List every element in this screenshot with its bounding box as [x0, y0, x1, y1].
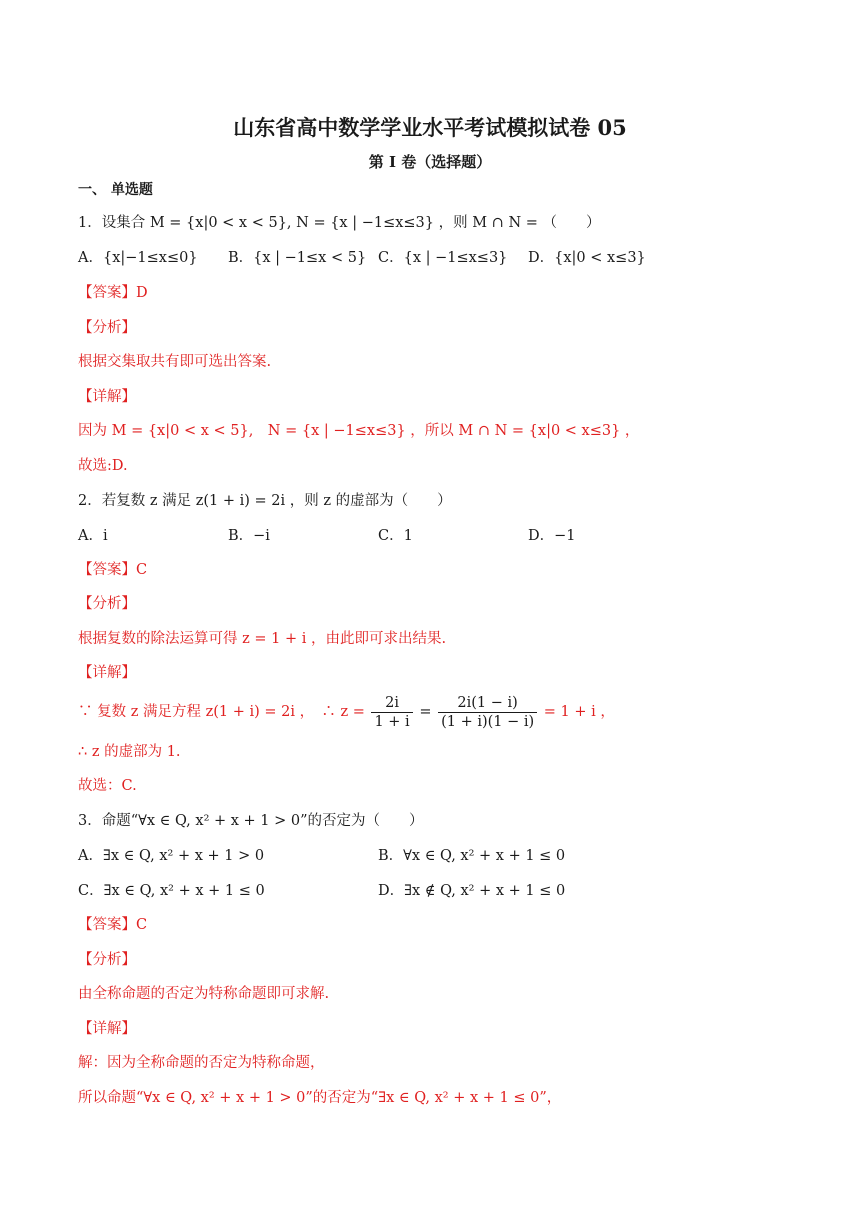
q1-answer: 【答案】D: [78, 285, 148, 301]
q2-detail-heading: 【详解】: [78, 665, 136, 681]
q1-option-d: D．{x|0 < x≤3}: [528, 250, 646, 266]
q3-detail-heading: 【详解】: [78, 1021, 136, 1037]
fraction-2: [438, 695, 537, 730]
q3-option-a: A．∃x ∈ Q, x² + x + 1 > 0: [78, 848, 265, 864]
q3-analysis-heading: 【分析】: [78, 952, 136, 968]
q2-analysis: 根据复数的除法运算可得 z = 1 + i ，由此即可求出结果.: [78, 631, 447, 647]
q1-option-c: C．{x | −1≤x≤3}: [378, 250, 508, 266]
page-subtitle: 第 I 卷（选择题）: [368, 153, 492, 171]
question-2-stem: 2．若复数 z 满足 z(1 + i) = 2i ，则 z 的虚部为（ ）: [78, 493, 452, 509]
q1-conclusion: 故选:D.: [78, 458, 128, 474]
q3-detail-1: 解：因为全称命题的否定为特称命题，: [78, 1055, 325, 1071]
q2-conclusion: 故选：C.: [78, 778, 137, 794]
fraction-2-numerator: 2i(1 − i): [438, 695, 537, 713]
q2-option-b: B．−i: [228, 528, 270, 544]
q1-analysis: 根据交集取共有即可选出答案.: [78, 354, 272, 370]
q1-option-a: A．{x|−1≤x≤0}: [78, 250, 198, 266]
page-title: 山东省高中数学学业水平考试模拟试卷 05: [233, 115, 627, 140]
q2-option-a: A．i: [78, 528, 108, 544]
q1-detail-heading: 【详解】: [78, 389, 136, 405]
q3-option-d: D．∃x ∉ Q, x² + x + 1 ≤ 0: [378, 883, 566, 899]
q2-option-d: D．−1: [528, 528, 576, 544]
fraction-1-numerator: 2i: [371, 695, 412, 713]
q2-analysis-heading: 【分析】: [78, 596, 136, 612]
q1-analysis-heading: 【分析】: [78, 320, 136, 336]
q1-detail: 因为 M = {x|0 < x < 5}, N = {x | −1≤x≤3} ，所以 M ∩ N = {x|0 < x≤3} ，: [78, 423, 640, 439]
fraction-1-denominator: 1 + i: [374, 713, 410, 730]
q1-option-b: B．{x | −1≤x < 5}: [228, 250, 367, 266]
fraction-1: [371, 695, 412, 730]
q2-answer: 【答案】C: [78, 562, 148, 578]
q3-detail-2: 所以命题“∀x ∈ Q, x² + x + 1 > 0”的否定为“∃x ∈ Q, x² + x + 1 ≤ 0”，: [78, 1090, 562, 1106]
q3-answer: 【答案】C: [78, 917, 148, 933]
question-3-stem: 3．命题“∀x ∈ Q, x² + x + 1 > 0”的否定为（ ）: [78, 813, 424, 829]
q2-detail-2: ∴ z 的虚部为 1.: [78, 744, 181, 760]
q3-analysis: 由全称命题的否定为特称命题即可求解.: [78, 986, 330, 1002]
q3-option-b: B．∀x ∈ Q, x² + x + 1 ≤ 0: [378, 848, 566, 864]
q2-detail-text: ∵ 复数 z 满足方程 z(1 + i) = 2i ， ∴ z =: [78, 704, 365, 720]
q2-option-c: C．1: [378, 528, 413, 544]
equals-sign: =: [419, 704, 432, 720]
section-heading: 一、 单选题: [78, 182, 153, 198]
question-1-stem: 1．设集合 M = {x|0 < x < 5}, N = {x | −1≤x≤3} ，则 M ∩ N = （ ）: [78, 215, 601, 231]
fraction-2-denominator: (1 + i)(1 − i): [441, 713, 535, 730]
q2-detail-equation: [78, 692, 615, 732]
q3-option-c: C．∃x ∈ Q, x² + x + 1 ≤ 0: [78, 883, 265, 899]
q2-detail-result: = 1 + i ，: [543, 704, 615, 720]
